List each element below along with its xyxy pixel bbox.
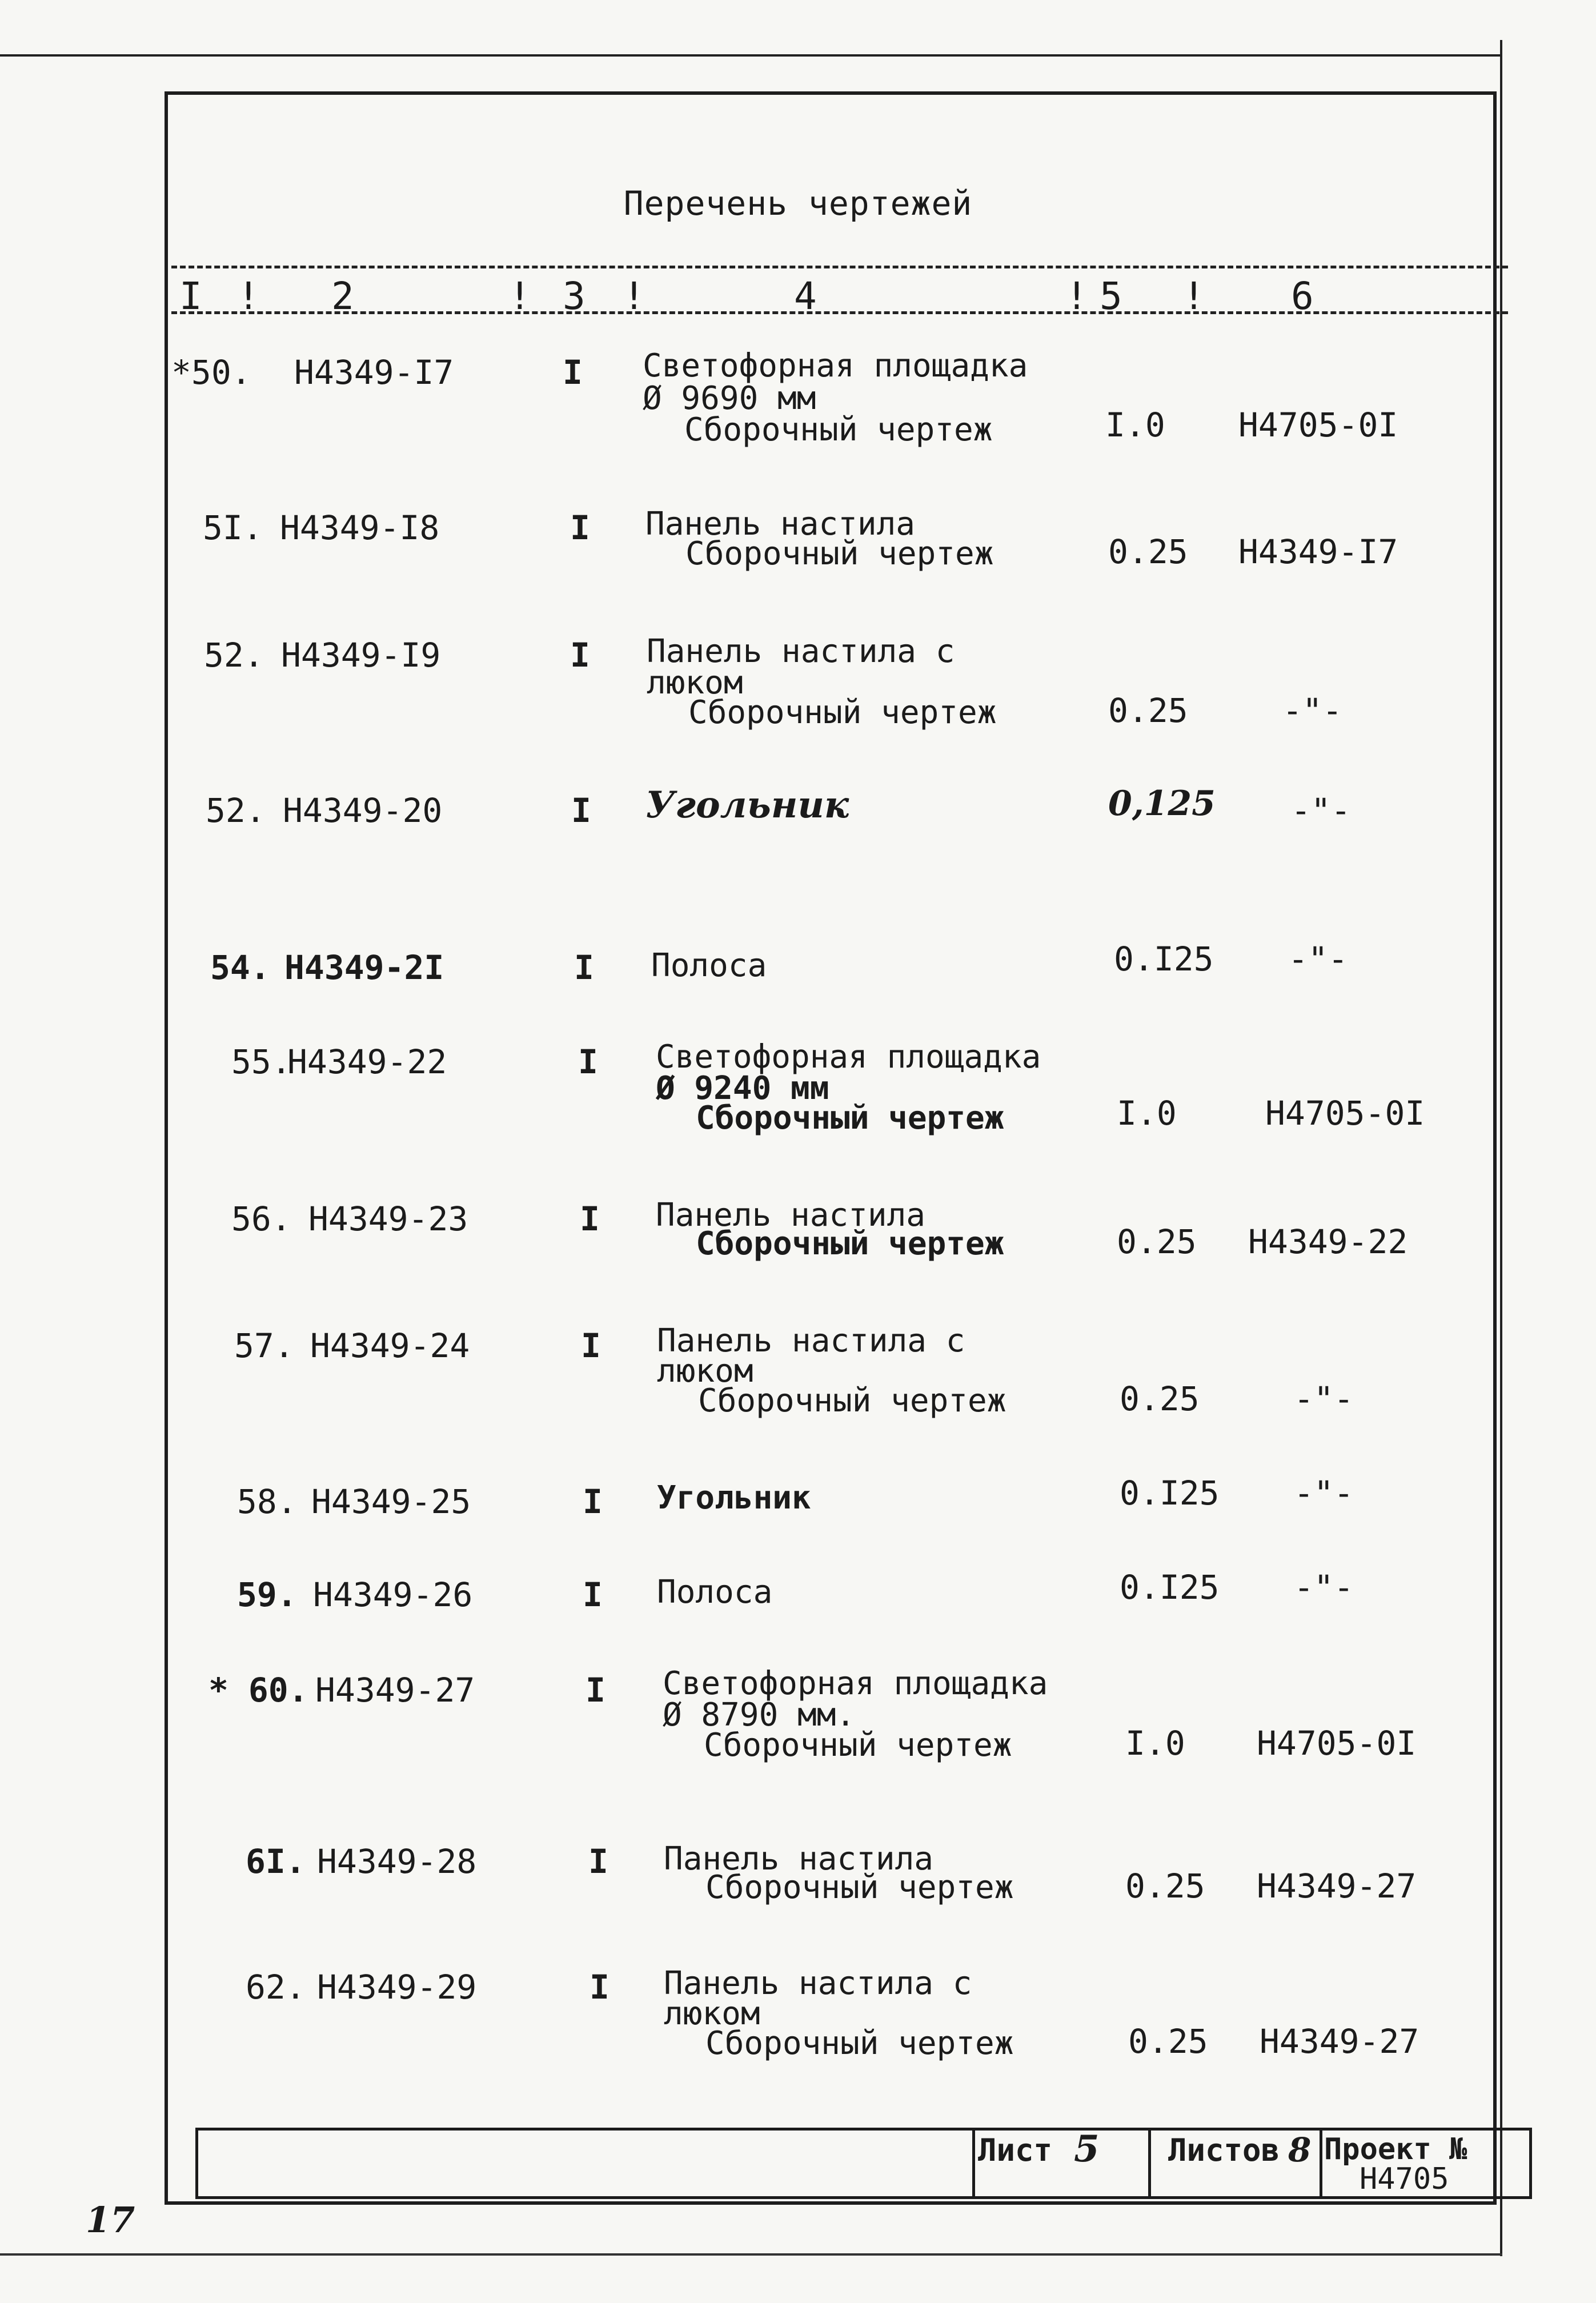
col-num-5: 5 <box>1100 274 1122 318</box>
col-sep: ! <box>1182 274 1205 318</box>
row-number: * 60. <box>208 1671 308 1710</box>
col-num-2: 2 <box>331 274 354 318</box>
page-edge-right <box>1500 40 1502 2256</box>
weight-value: I.0 <box>1117 1094 1177 1133</box>
description-line-2: люком <box>664 1995 760 2032</box>
description-line-1: Светофорная площадка <box>663 1665 1048 1702</box>
row-qty: I <box>563 353 583 392</box>
row-number: 52. <box>204 636 264 675</box>
stamp-divider <box>1148 2128 1151 2199</box>
stamp-divider <box>972 2128 975 2199</box>
weight-value: I.0 <box>1125 1724 1185 1763</box>
description-line-3: Сборочный чертеж <box>698 1382 1006 1419</box>
description-line-3: Сборочный чертеж <box>685 535 994 572</box>
row-qty: I <box>590 1968 609 2007</box>
description-line-1: Панель настила <box>664 1840 934 1877</box>
weight-value: 0.25 <box>1108 691 1188 730</box>
description-line-3: Сборочный чертеж <box>688 694 997 731</box>
description-line-3: Сборочный чертеж <box>684 411 993 448</box>
project-value: Н4705 <box>1360 2162 1449 2196</box>
description-line-3: Сборочный чертеж <box>696 1225 1004 1262</box>
reference-doc: -"- <box>1294 1474 1354 1512</box>
row-qty: I <box>588 1842 608 1881</box>
drawing-code: Н4349-22 <box>287 1042 447 1081</box>
drawing-code: Н4349-25 <box>311 1482 471 1521</box>
row-qty: I <box>581 1326 601 1365</box>
description-line-3: Сборочный чертеж <box>705 2025 1014 2062</box>
column-numbers <box>171 274 1508 320</box>
col-sep: ! <box>508 274 531 318</box>
drawing-code: Н4349-23 <box>308 1199 468 1238</box>
description-line-3: Сборочный чертеж <box>704 1727 1012 1764</box>
sheets-label: Листов <box>1168 2132 1280 2168</box>
weight-value: 0.25 <box>1108 532 1188 571</box>
row-qty: I <box>570 508 590 547</box>
description-line-1: Угольник <box>645 784 849 826</box>
drawing-code: Н4349-28 <box>317 1842 477 1881</box>
row-number: 58. <box>237 1482 297 1521</box>
col-num-4: 4 <box>794 274 817 318</box>
weight-value: 0.25 <box>1120 1379 1200 1418</box>
weight-value: 0.I25 <box>1120 1474 1220 1512</box>
description-line-1: Панель настила <box>645 505 916 543</box>
reference-doc: Н4349-I7 <box>1238 532 1398 571</box>
row-number: 6I. <box>246 1842 306 1881</box>
sheet-label: Лист <box>978 2132 1053 2168</box>
description-line-1: Светофорная площадка <box>656 1038 1041 1076</box>
description-line-1: Панель настила с <box>657 1322 965 1359</box>
row-number: 52. <box>206 791 266 830</box>
row-qty: I <box>574 948 594 987</box>
reference-doc: -"- <box>1291 791 1351 830</box>
row-number: 57. <box>234 1326 294 1365</box>
description-line-1: Панель настила с <box>647 633 955 670</box>
row-number: *50. <box>171 353 251 392</box>
description-line-1: Панель настила <box>656 1197 926 1234</box>
row-qty: I <box>578 1042 598 1081</box>
weight-value: I.0 <box>1105 406 1165 444</box>
row-qty: I <box>583 1575 603 1614</box>
stamp-left-line <box>195 2128 198 2199</box>
row-qty: I <box>580 1199 600 1238</box>
description-line-2: Ø 9690 мм <box>643 380 816 417</box>
reference-doc: -"- <box>1294 1379 1354 1418</box>
page-edge-top <box>0 54 1502 57</box>
sheets-value: 8 <box>1288 2131 1312 2169</box>
description-line-3: Сборочный чертеж <box>705 1869 1014 1906</box>
description-line-2: люком <box>647 664 743 701</box>
row-qty: I <box>583 1482 603 1521</box>
reference-doc: Н4349-27 <box>1257 1867 1417 1905</box>
description-line-1: Панель настила с <box>664 1965 972 2002</box>
col-num-1: I <box>179 274 202 318</box>
reference-doc: -"- <box>1294 1568 1354 1607</box>
drawing-code: Н4349-I7 <box>294 353 454 392</box>
drawing-code: Н4349-20 <box>283 791 443 830</box>
description-line-1: Светофорная площадка <box>643 347 1028 384</box>
page-title: Перечень чертежей <box>623 184 973 223</box>
description-line-1: Полоса <box>657 1574 773 1611</box>
reference-doc: Н4705-0I <box>1238 406 1398 444</box>
row-number: 56. <box>231 1199 291 1238</box>
col-num-3: 3 <box>563 274 586 318</box>
sheet-value: 5 <box>1074 2128 1100 2170</box>
weight-value: 0.I25 <box>1114 940 1214 978</box>
row-number: 54. <box>210 948 270 987</box>
stamp-right-line <box>1529 2128 1532 2199</box>
page-edge-bottom <box>0 2253 1502 2256</box>
project-label: Проект № <box>1324 2132 1467 2166</box>
drawing-code: Н4349-27 <box>315 1671 475 1710</box>
reference-doc: Н4705-0I <box>1257 1724 1417 1763</box>
drawing-code: Н4349-29 <box>317 1968 477 2007</box>
col-sep: ! <box>623 274 645 318</box>
weight-value: 0.25 <box>1125 1867 1205 1905</box>
description-line-2: Ø 8790 мм. <box>663 1696 856 1734</box>
row-qty: I <box>571 791 591 830</box>
drawing-code: Н4349-24 <box>310 1326 470 1365</box>
row-qty: I <box>586 1671 605 1710</box>
weight-value: 0.25 <box>1128 2022 1208 2061</box>
stamp-top-line <box>195 2128 1532 2131</box>
reference-doc: -"- <box>1288 940 1348 978</box>
header-dash-top <box>171 266 1508 268</box>
row-number: 59. <box>237 1575 297 1614</box>
col-sep: ! <box>237 274 260 318</box>
weight-value: 0.I25 <box>1120 1568 1220 1607</box>
row-qty: I <box>570 636 590 675</box>
reference-doc: Н4349-27 <box>1260 2022 1419 2061</box>
reference-doc: -"- <box>1282 691 1342 730</box>
description-line-2: люком <box>657 1353 753 1390</box>
reference-doc: Н4705-0I <box>1265 1094 1425 1133</box>
drawing-code: Н4349-26 <box>313 1575 473 1614</box>
description-line-3: Сборочный чертеж <box>696 1100 1004 1137</box>
stamp-bottom-line <box>195 2196 1532 2199</box>
drawing-code: Н4349-I8 <box>280 508 440 547</box>
col-num-6: 6 <box>1291 274 1314 318</box>
reference-doc: Н4349-22 <box>1248 1222 1408 1261</box>
row-number: 55. <box>231 1042 291 1081</box>
drawing-code: Н4349-I9 <box>281 636 441 675</box>
col-sep: ! <box>1065 274 1088 318</box>
description-line-1: Угольник <box>657 1479 811 1516</box>
row-number: 5I. <box>203 508 263 547</box>
drawing-code: Н4349-2I <box>284 948 444 987</box>
description-line-2: Ø 9240 мм <box>656 1070 829 1107</box>
weight-value: 0.25 <box>1117 1222 1197 1261</box>
row-number: 62. <box>246 1968 306 2007</box>
weight-value: 0,125 <box>1108 784 1216 824</box>
description-line-1: Полоса <box>651 947 767 984</box>
stamp-divider <box>1320 2128 1322 2199</box>
corner-page-number: 17 <box>86 2199 135 2241</box>
